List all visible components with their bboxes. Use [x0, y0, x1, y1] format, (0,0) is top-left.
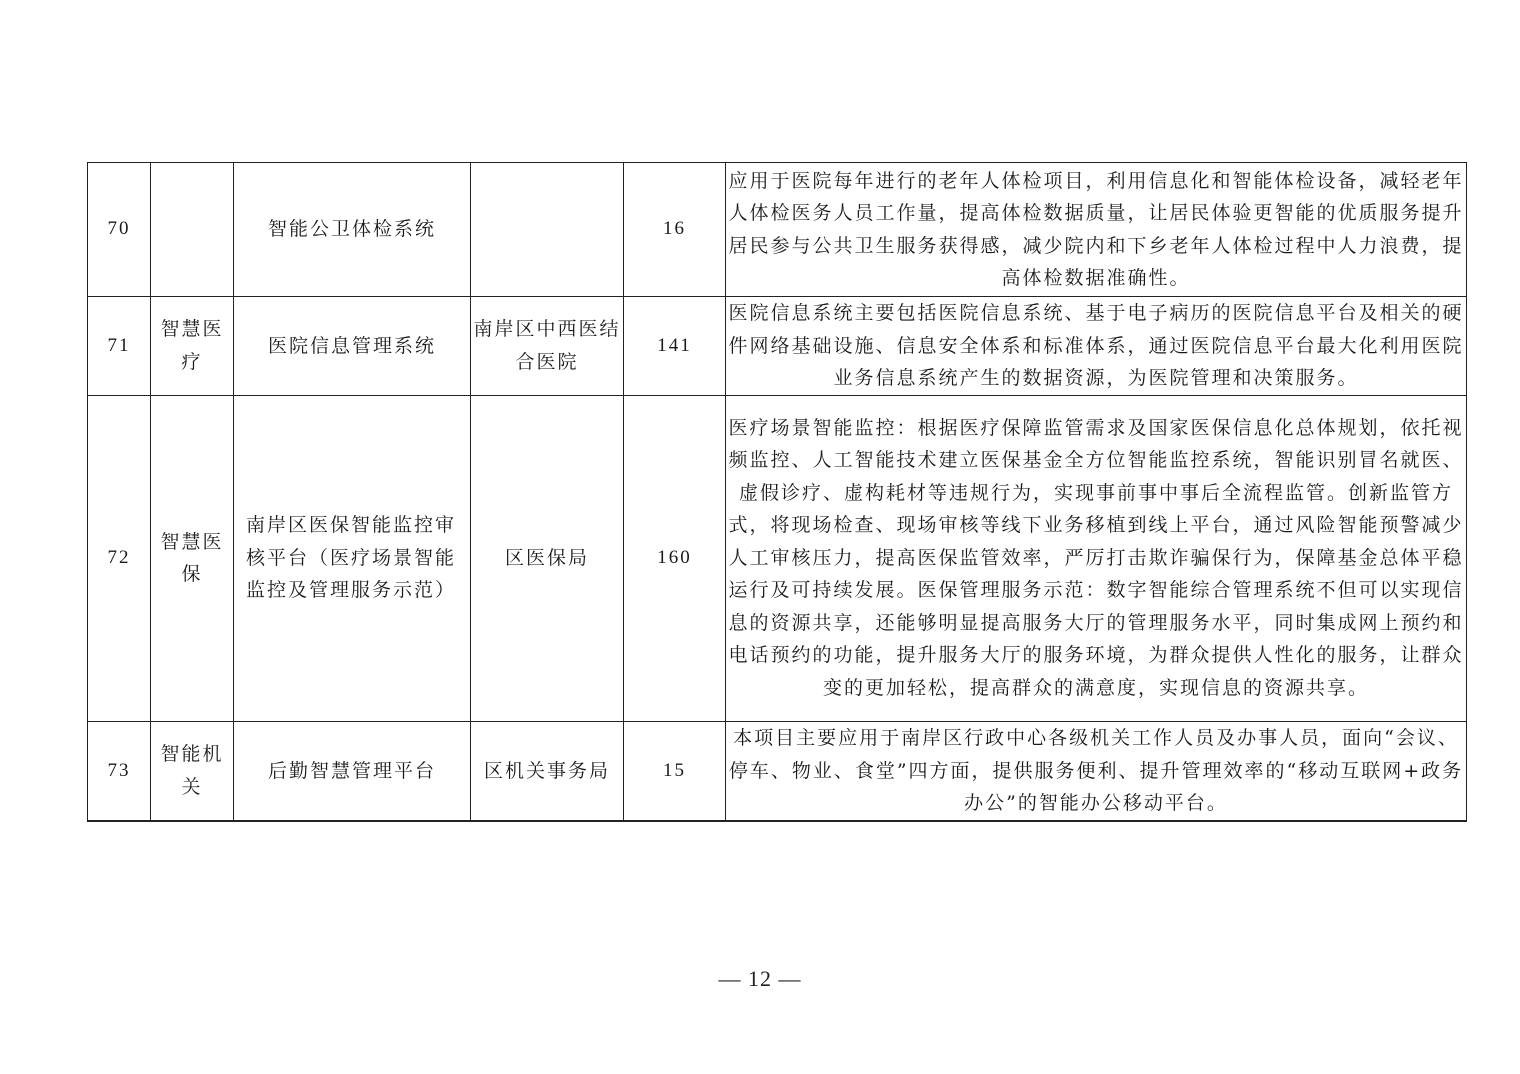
row-number: 73	[107, 759, 131, 781]
amount: 16	[663, 218, 686, 240]
project-name: 智能公卫体检系统	[267, 218, 436, 241]
project-name: 后勤智慧管理平台	[267, 759, 436, 782]
project-table	[87, 162, 1467, 822]
category-cell	[151, 395, 234, 721]
amount-cell	[624, 163, 726, 297]
description: 医疗场景智能监控：根据医疗保障监管需求及国家医保信息化总体规划，依托视频监控、人工智能技术建立医保基金全方位智能监控系统，智能识别冒名就医、虚假诊疗、虚构耗材等违规行为，实现事前事中事后全流程监管。创新监管方式，将现场检查、现场审核等线下业务移植到线上平台，通过风险智能预警减少人工审核压力，提高医保监管效率，严厉打击欺诈骗保行为，保障基金总体平稳运行及可持续发展。医保管理服务示范：数字智能综合管理系统不但可以实现信息的资源共享，还能够明显提高服务大厅的管理服务水平，同时集成网上预约和电话预约的功能，提升服务大厅的服务环境，为群众提供人性化的服务，让群众变的更加轻松，提高群众的满意度，实现信息的资源共享。	[728, 416, 1464, 699]
table-row	[88, 395, 1467, 721]
row-number: 72	[107, 546, 131, 568]
table-row	[88, 163, 1467, 297]
amount: 141	[657, 334, 692, 356]
row-number: 70	[107, 218, 131, 240]
organization: 区机关事务局	[483, 759, 610, 782]
row-number-cell	[88, 395, 151, 721]
organization-cell	[471, 163, 624, 297]
row-number-cell	[88, 163, 151, 297]
project-name-cell	[234, 163, 471, 297]
row-number: 71	[107, 334, 131, 356]
category-cell	[151, 297, 234, 396]
organization-cell	[471, 721, 624, 821]
amount-cell	[624, 297, 726, 396]
project-name-cell	[234, 395, 471, 721]
row-number-cell	[88, 721, 151, 821]
description: 本项目主要应用于南岸区行政中心各级机关工作人员及办事人员，面向“会议、停车、物业、食堂”四方面，提供服务便利、提升管理效率的“移动互联网+政务办公”的智能办公移动平台。	[728, 727, 1464, 814]
organization: 区医保局	[504, 546, 589, 569]
category: 智能机关	[160, 743, 224, 798]
category-cell	[151, 721, 234, 821]
table-row	[88, 297, 1467, 396]
project-name: 医院信息管理系统	[267, 334, 436, 357]
category: 智慧医保	[160, 530, 224, 585]
amount: 160	[657, 546, 692, 568]
page-number: — 12 —	[718, 966, 802, 991]
description-cell	[726, 163, 1467, 297]
table-row	[88, 721, 1467, 821]
description-cell	[726, 395, 1467, 721]
row-number-cell	[88, 297, 151, 396]
organization-cell	[471, 395, 624, 721]
category: 智慧医疗	[160, 318, 224, 373]
organization-cell	[471, 297, 624, 396]
project-name-cell	[234, 721, 471, 821]
amount-cell	[624, 395, 726, 721]
amount: 15	[663, 759, 686, 781]
project-name: 南岸区医保智能监控审核平台（医疗场景智能监控及管理服务示范）	[246, 514, 457, 602]
description-cell	[726, 721, 1467, 821]
description-cell	[726, 297, 1467, 396]
project-name-cell	[234, 297, 471, 396]
organization: 南岸区中西医结合医院	[473, 318, 621, 373]
description: 应用于医院每年进行的老年人体检项目，利用信息化和智能体检设备，减轻老年人体检医务人员工作量，提高体检数据质量，让居民体验更智能的优质服务提升居民参与公共卫生服务获得感，减少院内和下乡老年人体检过程中人力浪费，提高体检数据准确性。	[728, 169, 1464, 289]
description: 医院信息系统主要包括医院信息系统、基于电子病历的医院信息平台及相关的硬件网络基础设施、信息安全体系和标准体系，通过医院信息平台最大化利用医院业务信息系统产生的数据资源，为医院管理和决策服务。	[728, 302, 1464, 389]
amount-cell	[624, 721, 726, 821]
category-cell	[151, 163, 234, 297]
